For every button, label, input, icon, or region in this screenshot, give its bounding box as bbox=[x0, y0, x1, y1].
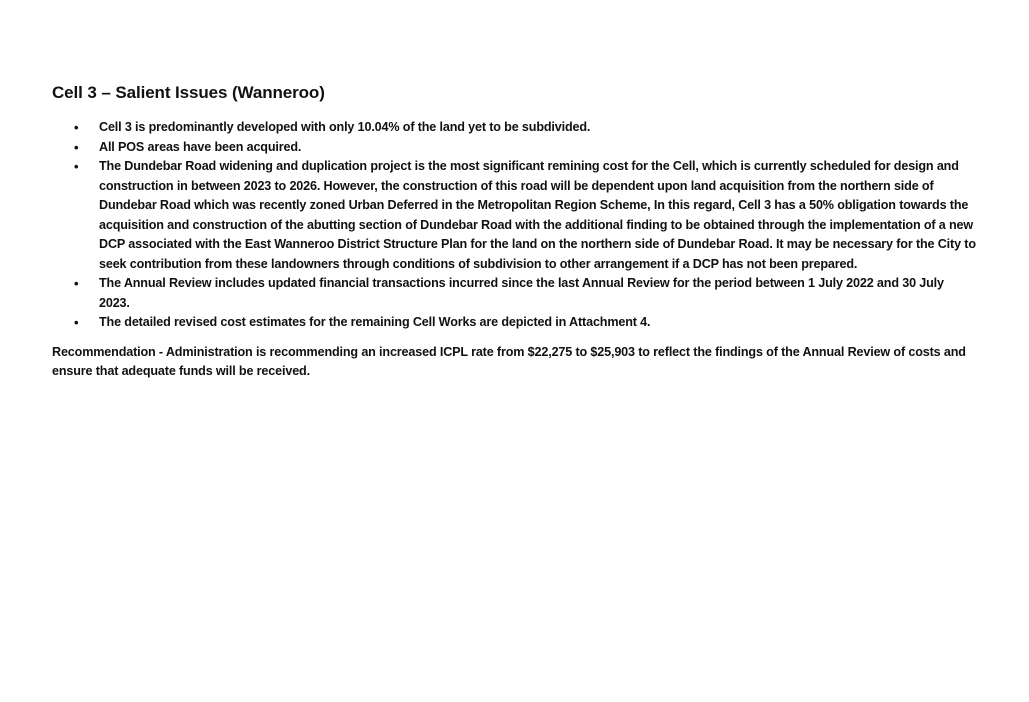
recommendation-paragraph: Recommendation - Administration is recommending an increased ICPL rate from $22,275 to $25,903 to reflect the findings of the Annual Review of costs and ensure that adequate funds will be received. bbox=[52, 344, 966, 378]
list-item-text: The detailed revised cost estimates for the remaining Cell Works are depicted in Attachment 4. bbox=[99, 315, 651, 329]
bullet-icon: • bbox=[74, 159, 79, 174]
list-item bbox=[52, 118, 977, 138]
section-heading: Cell 3 – Salient Issues (Wanneroo) bbox=[52, 83, 325, 102]
list-item-text: The Annual Review includes updated financial transactions incurred since the last Annual Review for the period between 1 July 2022 and 30 July 2023. bbox=[99, 276, 944, 310]
document-page bbox=[52, 82, 977, 382]
list-item bbox=[52, 138, 977, 158]
list-item bbox=[52, 157, 977, 274]
list-item bbox=[52, 313, 977, 333]
bullet-icon: • bbox=[74, 276, 79, 291]
bullet-icon: • bbox=[74, 139, 79, 155]
salient-issues-list bbox=[52, 118, 977, 333]
list-item bbox=[52, 274, 977, 313]
bullet-icon: • bbox=[74, 120, 79, 135]
list-item-text: The Dundebar Road widening and duplication project is the most significant remining cost for the Cell, which is currently scheduled for design and construction in between 2023 to 2026. However, the construction of this road will be dependent upon land acquisition from the northern side of Dundebar Road which was recently zoned Urban Deferred in the Metropolitan Region Scheme, In this regard, Cell 3 has a 50% obligation towards the acquisition and construction of the abutting section of Dundebar Road with the additional finding to be obtained through the implementation of a new DCP associated with the East Wanneroo District Structure Plan for the land on the northern side of Dundebar Road. It may be necessary for the City to seek contribution from these landowners through conditions of subdivision to other arrangement if a DCP has not been prepared. bbox=[99, 159, 976, 271]
list-item-text: Cell 3 is predominantly developed with only 10.04% of the land yet to be subdivided. bbox=[99, 120, 591, 134]
bullet-icon: • bbox=[74, 315, 79, 330]
list-item-text: All POS areas have been acquired. bbox=[99, 139, 302, 154]
